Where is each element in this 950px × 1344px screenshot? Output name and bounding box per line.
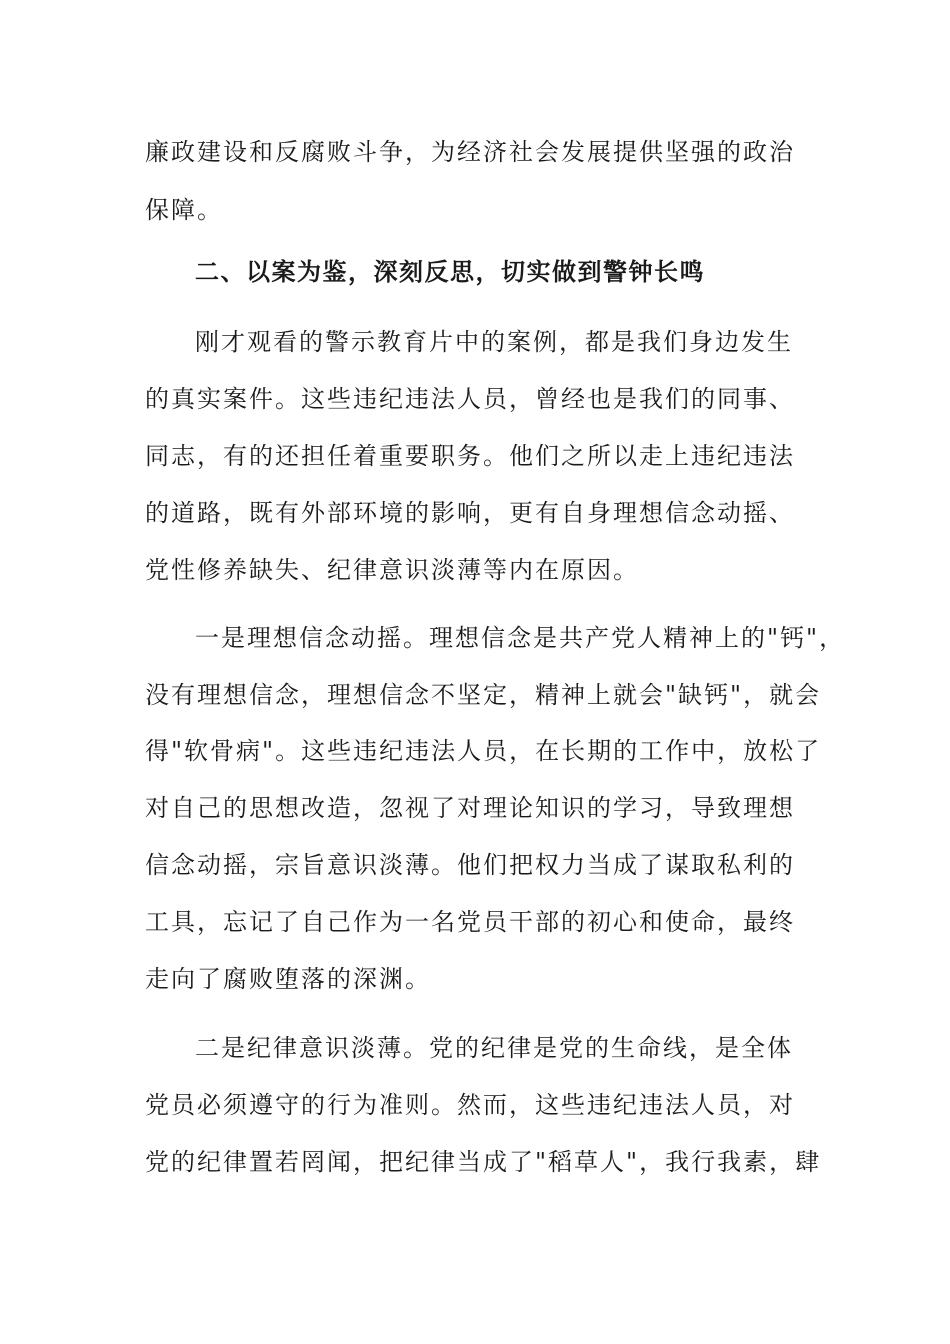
heading-text: 二、以案为鉴，深刻反思，切实做到警钟长鸣 — [195, 258, 705, 286]
text-line: 一是理想信念动摇。理想信念是共产党人精神上的"钙"， — [195, 624, 846, 652]
text-line: 同志，有的还担任着重要职务。他们之所以走上违纪违法 — [145, 442, 795, 470]
text-line: 得"软骨病"。这些违纪违法人员，在长期的工作中，放松了 — [145, 737, 822, 765]
text-line: 的道路，既有外部环境的影响，更有自身理想信念动摇、 — [145, 499, 795, 527]
text-line: 的真实案件。这些违纪违法人员，曾经也是我们的同事、 — [145, 385, 795, 413]
text-line: 信念动摇，宗旨意识淡薄。他们把权力当成了谋取私利的 — [145, 851, 795, 879]
text-line: 廉政建设和反腐败斗争，为经济社会发展提供坚强的政治 — [145, 138, 795, 166]
text-line: 党性修养缺失、纪律意识淡薄等内在原因。 — [145, 556, 639, 584]
text-line: 对自己的思想改造，忽视了对理论知识的学习，导致理想 — [145, 794, 795, 822]
text-line: 走向了腐败堕落的深渊。 — [145, 965, 431, 993]
text-line: 工具，忘记了自己作为一名党员干部的初心和使命，最终 — [145, 908, 795, 936]
text-line: 二是纪律意识淡薄。党的纪律是党的生命线，是全体 — [195, 1034, 793, 1062]
text-line: 党员必须遵守的行为准则。然而，这些违纪违法人员，对 — [145, 1091, 795, 1119]
text-line: 没有理想信念，理想信念不坚定，精神上就会"缺钙"，就会 — [145, 681, 822, 709]
text-line: 刚才观看的警示教育片中的案例，都是我们身边发生 — [195, 328, 793, 356]
text-line: 保障。 — [145, 196, 223, 224]
text-line: 党的纪律置若罔闻，把纪律当成了"稻草人"，我行我素，肆 — [145, 1148, 822, 1176]
